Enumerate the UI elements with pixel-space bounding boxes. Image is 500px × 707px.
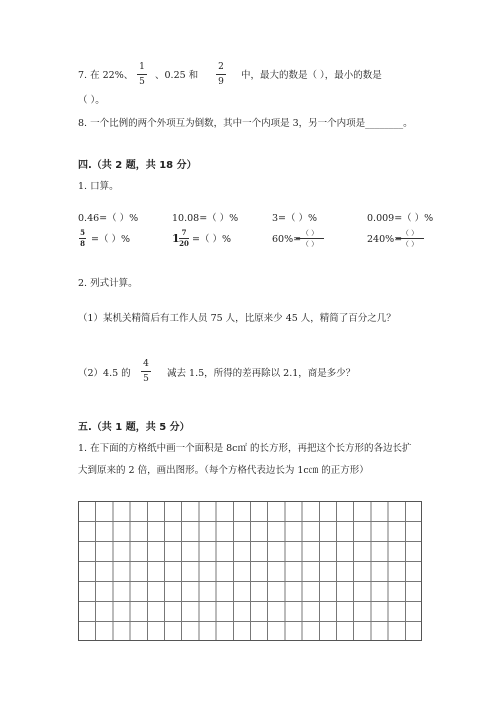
q8-text: 8. 一个比例的两个外项互为倒数，其中一个内项是 3，另一个内项是________。 — [78, 118, 413, 129]
oral-calc-frac-7-20 — [179, 229, 189, 248]
oral-calc-item-1: 0.46=（ ）% — [78, 213, 139, 224]
section4-q2-label: 2. 列式计算。 — [78, 278, 138, 289]
problem-2-fraction — [141, 359, 151, 384]
q7-frac2-numerator: 2 — [218, 62, 224, 72]
q7-prefix: 7. 在 22%、 — [78, 70, 134, 81]
frac-numerator: （ ） — [301, 229, 319, 237]
q7-frac1-denominator: 5 — [139, 77, 145, 87]
oral-calc-item-2: 10.08=（ ）% — [172, 213, 239, 224]
mixed-number-whole: 1 — [172, 232, 180, 245]
q7-frac1-numerator: 1 — [139, 62, 145, 72]
section5-q1-line1: 1. 在下面的方格纸中画一个面积是 8c㎡ 的长方形，再把这个长方形的各边长扩 — [78, 443, 412, 454]
frac-numerator: 4 — [143, 359, 149, 369]
oral-calc-item-6: =（ ）% — [192, 234, 232, 245]
section5-title: 五.（共 1 题，共 5 分） — [78, 422, 190, 433]
oral-calc-item-5: =（ ）% — [91, 234, 131, 245]
oral-calc-item-3: 3=（ ）% — [272, 213, 318, 224]
section4-q2-problem-1: （1）某机关精简后有工作人员 75 人，比原来少 45 人，精简了百分之几？ — [78, 313, 396, 324]
section4-q1-label: 1. 口算。 — [78, 181, 119, 192]
section4-q2-problem-2-prefix: （2）4.5 的 — [78, 368, 131, 379]
oral-calc-frac-5-8 — [79, 229, 86, 248]
q7-fraction-2 — [216, 62, 226, 87]
oral-calc-blank-fraction-1 — [296, 229, 324, 248]
q7-frac2-denominator: 9 — [218, 77, 224, 87]
section4-title: 四.（共 2 题，共 18 分） — [78, 160, 197, 171]
oral-calc-item-8: 240%= — [367, 234, 403, 245]
section4-q2-problem-2-suffix: 减去 1.5，所得的差再除以 2.1，商是多少？ — [167, 368, 356, 379]
q7-suffix: 中，最大的数是（ ），最小的数是 — [241, 70, 382, 81]
oral-calc-item-7: 60%= — [272, 234, 302, 245]
frac-denominator: 20 — [179, 239, 189, 248]
frac-denominator: 5 — [143, 374, 149, 384]
q7-line2: （ ）。 — [78, 95, 105, 106]
frac-denominator: 8 — [80, 239, 85, 248]
frac-denominator: （ ） — [401, 240, 419, 248]
frac-denominator: （ ） — [301, 240, 319, 248]
oral-calc-blank-fraction-2 — [396, 229, 424, 248]
q7-mid: 、0.25 和 — [155, 70, 199, 81]
frac-numerator: 5 — [80, 228, 85, 237]
frac-numerator: 7 — [181, 228, 187, 237]
q7-fraction-1 — [137, 62, 147, 87]
frac-numerator: （ ） — [401, 229, 419, 237]
oral-calc-item-4: 0.009=（ ）% — [367, 213, 434, 224]
section5-q1-line2: 大到原来的 2 倍，画出图形。（每个方格代表边长为 1c㎝ 的正方形） — [78, 465, 369, 476]
grid-paper[interactable] — [78, 501, 422, 641]
